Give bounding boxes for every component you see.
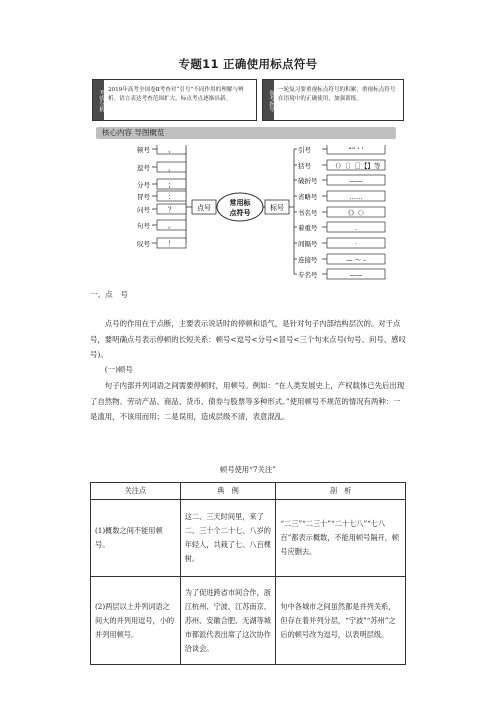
right-branch-label: 标号 [270,204,284,212]
table-header-cell: 关注点 [91,483,181,500]
right-item-symbol: —— [349,177,363,185]
left-branch-label: 点号 [197,204,211,212]
left-item-symbol: ？ [168,206,175,214]
prep-guide-tab: 备考指导 [263,80,274,120]
exam-analysis-tab: 考情分析 [93,80,104,120]
table-cell: 为了促进跨省市间合作，浙江杭州、宁波、江苏南京、苏州、安徽合肥、无湖等城市都派代表出席了这次协作洽谈会。 [180,577,276,665]
right-item-symbol: “” ‘ ’ [348,146,364,154]
left-item-name: 句号 [137,222,150,230]
mindmap-center-line2: 点符号 [229,209,251,217]
table-cell: (1)概数之间不能用顿号。 [91,500,181,577]
right-item-name: 省略号 [298,193,318,201]
table-header-cell: 典 例 [180,483,276,500]
prep-guide-box [262,79,404,121]
section-bar [96,127,396,139]
left-item-symbol: ！ [168,240,175,248]
left-item-symbol: ， [168,164,175,172]
table-header-row [91,483,406,500]
mindmap-center-line1: 常用标 [229,199,251,207]
right-item-symbol: —— [349,271,363,279]
subheading-dunhao: (一)顿号 [104,365,133,374]
table-row [91,577,406,665]
right-items-group [289,145,385,279]
punctuation-mindmap [0,145,496,285]
table-header-cell: 剖 析 [276,483,406,500]
left-item-name: 叹号 [137,240,150,248]
right-item-name: 间隔号 [298,240,318,248]
paragraph-dianhao: 点号的作用在于点断，主要表示说话时的停顿和语气，是针对句子内部结构层次的。对于点号，要明确点号表示停顿的长短关系：顿号<逗号<分号<冒号<三个句末点号(句号、问号、感叹号)。 [90,319,406,359]
left-item-name: 逗号 [137,164,150,172]
table-cell: 句中各城市之间虽然都是并列关系，但存在着并列分层，“宁波”“苏州”之后的顿号改为逗号，以表明层级。 [276,577,406,665]
dunhao-table [90,482,406,665]
table-caption: 顿号使用“7关注” [220,465,276,474]
heading-dianhao: 一、点 号 [90,290,128,299]
right-item-name: 连接号 [298,256,318,264]
left-item-symbol: ： [168,193,175,201]
right-item-name: 书名号 [298,209,318,217]
left-item-symbol: 、 [168,146,175,154]
table-row [91,500,406,577]
right-item-name: 着重号 [298,224,318,232]
right-item-name: 破折号 [298,177,318,185]
left-item-name: 问号 [137,206,150,214]
left-item-symbol: ； [168,181,175,189]
table-cell: (2)两层以上并列词语之间大的并列用逗号，小的并列用顿号。 [91,577,181,665]
right-item-name: 引号 [298,146,311,154]
right-item-name: 专名号 [298,271,318,279]
left-items-group [137,145,192,248]
exam-analysis-box [92,79,257,121]
page-title: 专题11 正确使用标点符号 [178,57,318,71]
right-item-symbol: …… [349,193,363,201]
table-cell: “二三”“二三十”“二十七八”“七八百”都表示概数，不能用顿号隔开，顿号应删去。 [276,500,406,577]
paragraph-dunhao: 句子内部并列词语之间需要停顿时，用顿号。例如：“在人类发展史上，产权载体已先后出现了自然物、劳动产品、商品、货币、债券与股票等多种形式。”使用顿号不规范的情况有两种：一是滥用，不该用而用；二是误用，造成层级不清，表意混乱。 [90,381,405,421]
left-item-name: 顿号 [137,146,150,154]
exam-analysis-text: 2019年高考全国卷Ⅱ考查对“引号”不同作用的理解与辨析。语言表达考查范围扩大，标点考点逐渐出新。 [108,87,244,102]
section-bar-label: 核心内容 导图概览 [102,128,165,137]
right-item-symbol: （）〔〕［］【】等 [331,162,381,170]
right-item-symbol: · [354,240,358,248]
left-item-symbol: 。 [168,222,175,230]
left-item-name: 冒号 [137,193,150,201]
right-item-symbol: . [354,224,358,232]
right-item-name: 括号 [298,162,311,170]
prep-guide-text: 一轮复习要重视标点符号的积累，重视标点符号在语境中的正确使用，加强训练。 [278,87,396,102]
left-item-name: 分号 [137,181,150,189]
table-cell: 这二、三天时间里，来了二、三十个二十七、八岁的年轻人，共栽了七、八百棵树。 [180,500,276,577]
right-item-symbol: 《》〈〉 [344,209,368,217]
right-item-symbol: — ～ - [346,256,366,264]
